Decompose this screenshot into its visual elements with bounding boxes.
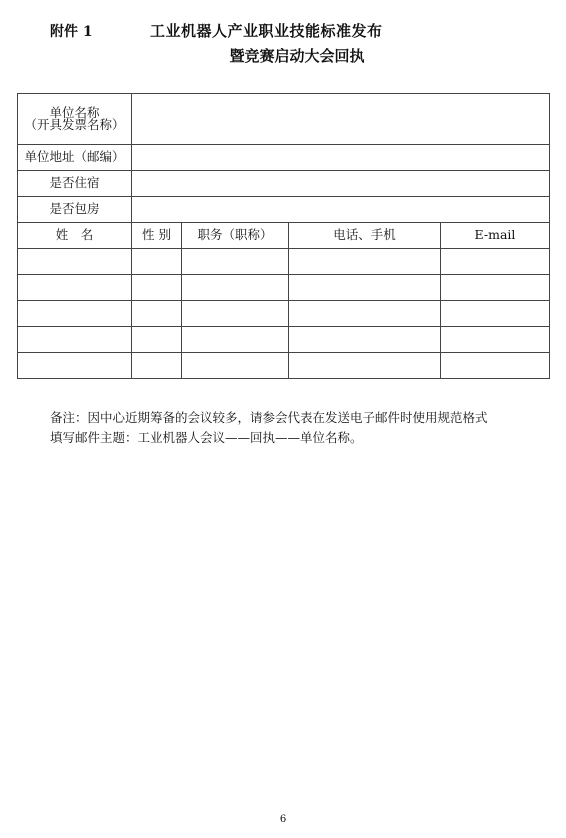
attendee-gender-cell[interactable] [132, 249, 182, 275]
attendee-position-cell[interactable] [182, 301, 289, 327]
attendee-position-cell[interactable] [182, 275, 289, 301]
attendee-phone-cell[interactable] [289, 249, 441, 275]
attendee-row [18, 327, 550, 353]
company-name-field[interactable] [132, 94, 550, 145]
room-label: 是否包房 [18, 197, 132, 223]
column-header-phone: 电话、手机 [289, 223, 441, 249]
attendee-row [18, 353, 550, 379]
document-title-line1: 工业机器人产业职业技能标准发布 [150, 22, 383, 40]
attendee-name-cell[interactable] [18, 249, 132, 275]
column-header-name: 姓 名 [18, 223, 132, 249]
attendee-gender-cell[interactable] [132, 275, 182, 301]
remark-line1: 备注：因中心近期筹备的会议较多，请参会代表在发送电子邮件时使用规范格式 [50, 410, 488, 425]
attendee-email-cell[interactable] [441, 249, 550, 275]
page-number: 6 [279, 814, 287, 825]
attendee-position-cell[interactable] [182, 353, 289, 379]
attendee-row [18, 249, 550, 275]
attendee-position-cell[interactable] [182, 327, 289, 353]
company-name-label-line2: （开具发票名称） [24, 117, 125, 132]
room-field[interactable] [132, 197, 550, 223]
attendee-name-cell[interactable] [18, 301, 132, 327]
form-row-address [18, 145, 550, 171]
column-header-position: 职务（职称） [182, 223, 289, 249]
attendee-gender-cell[interactable] [132, 301, 182, 327]
address-label: 单位地址（邮编） [18, 145, 132, 171]
attendee-phone-cell[interactable] [289, 327, 441, 353]
attendee-phone-cell[interactable] [289, 353, 441, 379]
registration-form-table [17, 93, 550, 379]
attendee-gender-cell[interactable] [132, 327, 182, 353]
attendee-email-cell[interactable] [441, 301, 550, 327]
attendee-gender-cell[interactable] [132, 353, 182, 379]
company-name-label-line1: 单位名称 [49, 104, 100, 120]
company-name-label [18, 94, 132, 145]
form-row-lodging [18, 171, 550, 197]
attendee-name-cell[interactable] [18, 327, 132, 353]
document-title-line2: 暨竞赛启动大会回执 [229, 47, 365, 65]
attendee-email-cell[interactable] [441, 327, 550, 353]
attendee-position-cell[interactable] [182, 249, 289, 275]
attendee-header-row [18, 223, 550, 249]
attendee-name-cell[interactable] [18, 353, 132, 379]
column-header-gender: 性 别 [132, 223, 182, 249]
attendee-name-cell[interactable] [18, 275, 132, 301]
form-row-room [18, 197, 550, 223]
attendee-row [18, 301, 550, 327]
attendee-email-cell[interactable] [441, 275, 550, 301]
attendee-row [18, 275, 550, 301]
remark-line2: 填写邮件主题：工业机器人会议——回执——单位名称。 [50, 430, 363, 445]
remark-note [50, 408, 530, 448]
column-header-email: E-mail [441, 223, 550, 249]
attendee-phone-cell[interactable] [289, 301, 441, 327]
attendee-email-cell[interactable] [441, 353, 550, 379]
attendee-phone-cell[interactable] [289, 275, 441, 301]
address-field[interactable] [132, 145, 550, 171]
form-row-company-name [18, 94, 550, 145]
lodging-label: 是否住宿 [18, 171, 132, 197]
lodging-field[interactable] [132, 171, 550, 197]
attachment-label: 附件 1 [50, 24, 93, 40]
